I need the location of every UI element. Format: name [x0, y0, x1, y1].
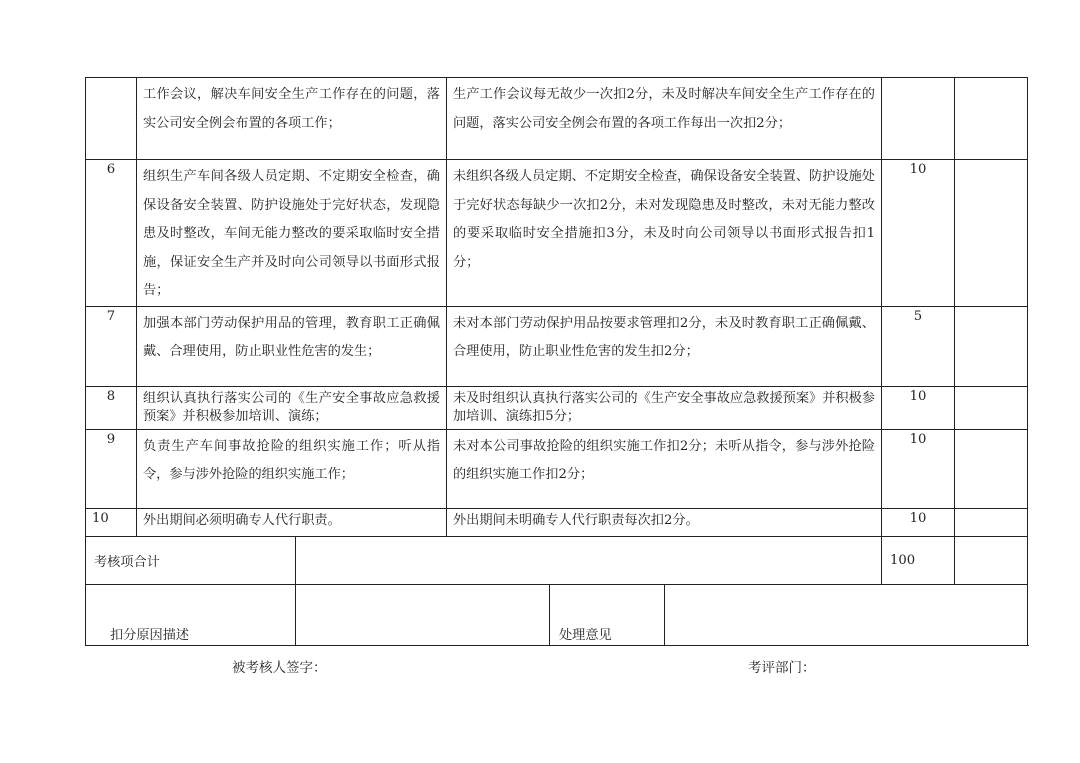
total-score: 100 — [882, 536, 955, 584]
assessment-table — [85, 77, 1028, 646]
assessee-signature-label: 被考核人签字： — [232, 660, 327, 676]
table-row — [86, 429, 1028, 508]
evaluation-dept-label: 考评部门： — [748, 660, 816, 676]
opinion-label: 处理意见 — [550, 584, 665, 645]
item-number — [86, 78, 137, 160]
empty-cell — [955, 160, 1028, 307]
total-row — [86, 536, 1028, 584]
table-row — [86, 508, 1028, 536]
item-score: 10 — [882, 160, 955, 307]
deduction-reason-field[interactable] — [296, 584, 550, 645]
scoring-criteria: 未组织各级人员定期、不定期安全检查，确保设备安全装置、防护设施处于完好状态每缺少一次扣2分，未对发现隐患及时整改，未对无能力整改的要采取临时安全措施扣3分，未及时向公司领导以书面形式报告扣1分； — [447, 160, 882, 307]
item-content: 外出期间必须明确专人代行职责。 — [137, 508, 447, 536]
item-score: 10 — [882, 386, 955, 429]
scoring-criteria: 外出期间未明确专人代行职责每次扣2分。 — [447, 508, 882, 536]
table-row — [86, 78, 1028, 160]
item-score: 10 — [882, 429, 955, 508]
item-number: 8 — [86, 386, 137, 429]
deduction-row — [86, 584, 1028, 645]
opinion-field[interactable] — [665, 584, 1028, 645]
total-blank-cell — [296, 536, 882, 584]
item-content: 工作会议，解决车间安全生产工作存在的问题，落实公司安全例会布置的各项工作； — [137, 78, 447, 160]
empty-cell — [955, 386, 1028, 429]
table-row — [86, 386, 1028, 429]
item-number: 10 — [86, 508, 137, 536]
table-row — [86, 306, 1028, 386]
item-number: 7 — [86, 306, 137, 386]
item-number: 6 — [86, 160, 137, 307]
empty-cell — [955, 508, 1028, 536]
item-content: 组织生产车间各级人员定期、不定期安全检查，确保设备安全装置、防护设施处于完好状态，发现隐患及时整改，车间无能力整改的要采取临时安全措施，保证安全生产并及时向公司领导以书面形式报告； — [137, 160, 447, 307]
item-score: 10 — [882, 508, 955, 536]
table-row — [86, 160, 1028, 307]
empty-cell — [955, 78, 1028, 160]
empty-cell — [955, 536, 1028, 584]
empty-cell — [955, 306, 1028, 386]
scoring-criteria: 生产工作会议每无故少一次扣2分，未及时解决车间安全生产工作存在的问题，落实公司安全例会布置的各项工作每出一次扣2分； — [447, 78, 882, 160]
scoring-criteria: 未及时组织认真执行落实公司的《生产安全事故应急救援预案》并积极参加培训、演练扣5分； — [447, 386, 882, 429]
item-number: 9 — [86, 429, 137, 508]
item-content: 负责生产车间事故抢险的组织实施工作；听从指令，参与涉外抢险的组织实施工作； — [137, 429, 447, 508]
item-score — [882, 78, 955, 160]
total-label: 考核项合计 — [86, 536, 296, 584]
scoring-criteria: 未对本公司事故抢险的组织实施工作扣2分；未听从指令，参与涉外抢险的组织实施工作扣2分； — [447, 429, 882, 508]
deduction-reason-label: 扣分原因描述 — [86, 584, 296, 645]
item-content: 组织认真执行落实公司的《生产安全事故应急救援预案》并积极参加培训、演练； — [137, 386, 447, 429]
item-score: 5 — [882, 306, 955, 386]
empty-cell — [955, 429, 1028, 508]
scoring-criteria: 未对本部门劳动保护用品按要求管理扣2分，未及时教育职工正确佩戴、合理使用，防止职业性危害的发生扣2分； — [447, 306, 882, 386]
item-content: 加强本部门劳动保护用品的管理，教育职工正确佩戴、合理使用，防止职业性危害的发生； — [137, 306, 447, 386]
